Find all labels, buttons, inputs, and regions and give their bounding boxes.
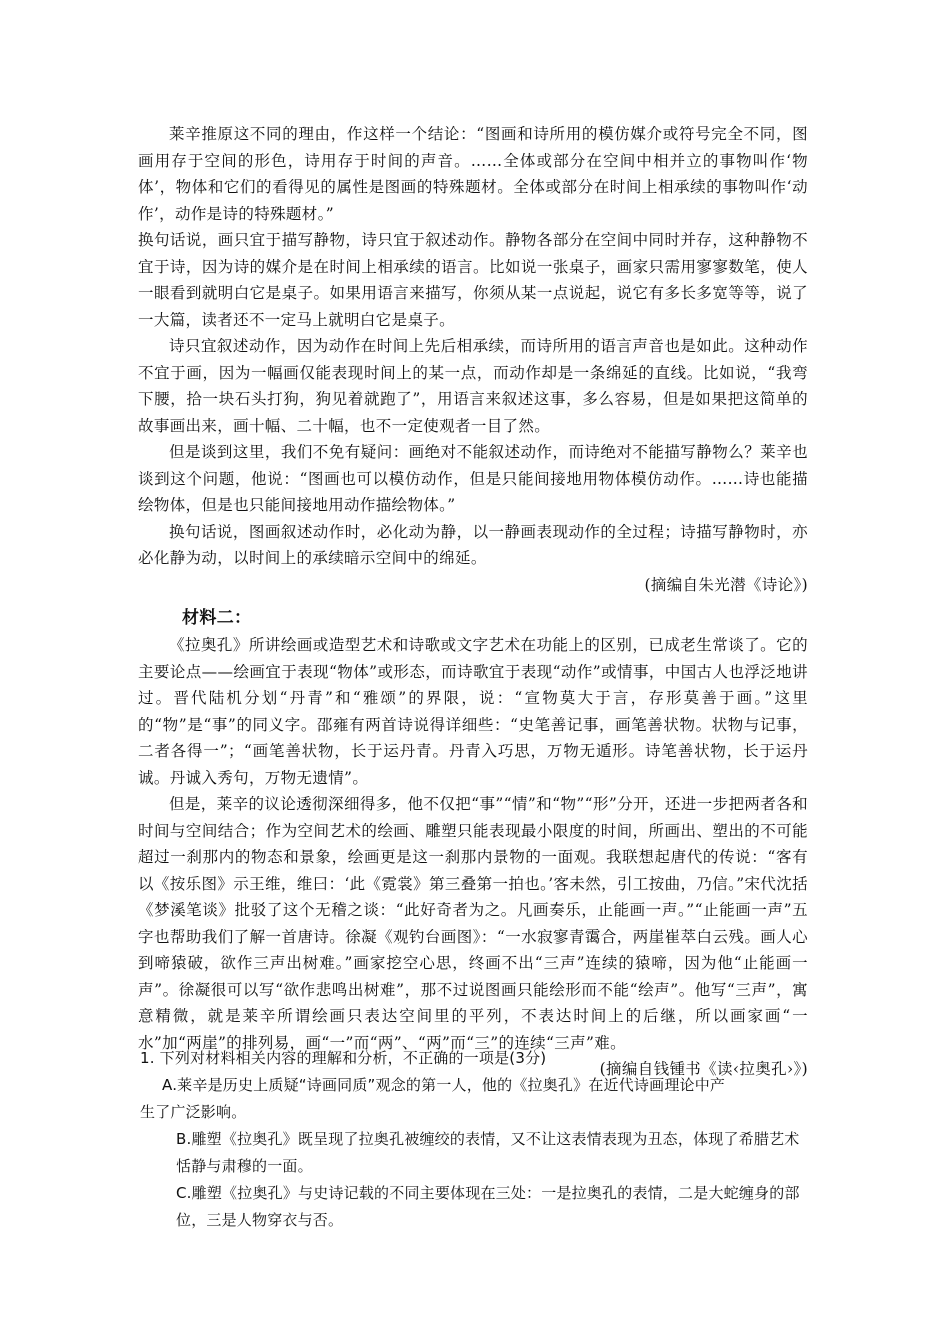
material1-paragraph-1: 莱辛推原这不同的理由，作这样一个结论：“图画和诗所用的模仿媒介或符号完全不同，图画用存于空间的形色，诗用存于时间的声音。……全体或部分在空间中相并立的事物叫作‘物体’，物体和它们的看得见的属性是图画的特殊题材。全体或部分在时间上相承续的事物叫作‘动作’，动作是诗的特殊题材。” <box>138 125 808 223</box>
material2-heading: 材料二： <box>182 608 252 628</box>
option-a-label: A. <box>162 1076 178 1094</box>
question-1-option-b <box>140 1126 808 1180</box>
question-1 <box>140 1045 808 1234</box>
material2-paragraph-2: 但是，莱辛的议论透彻深细得多，他不仅把“事”“情”和“物”“形”分开，还进一步把两者各和时间与空间结合；作为空间艺术的绘画、雕塑只能表现最小限度的时间，所画出、塑出的不可能超过一刹那内的物态和景象，绘画更是这一刹那内景物的一面观。我联想起唐代的传说：“客有以《按乐图》示王维，维曰：‘此《霓裳》第三叠第一拍也。’客未然，引工按曲，乃信。”宋代沈括《梦溪笔谈》批驳了这个无稽之谈：“此好奇者为之。凡画奏乐，止能画一声。”“止能画一声”五字也帮助我们了解一首唐诗。徐凝《观钓台画图》：“一水寂寥青霭合，两崖崔萃白云残。画人心到啼猿破，欲作三声出树难。”画家挖空心思，终画不出“三声”连续的猿啼，因为他“止能画一声”。徐凝很可以写“欲作悲鸣出树难”，那不过说图画只能绘形而不能“绘声”。他写“三声”，寓意精微，就是莱辛所谓绘画只表达空间里的平列，不表达时间上的后继，所以画家画“一水”加“两崖”的排列易，画“一”而“两”、“两”而“三”的连续“三声”难。 <box>138 795 808 1052</box>
option-c-label: C. <box>176 1184 192 1202</box>
question-1-option-c <box>140 1180 808 1234</box>
option-a-text-line1: 莱辛是历史上质疑“诗画同质”观念的第一人，他的《拉奥孔》在近代诗画理论中产 <box>177 1076 726 1094</box>
material1-paragraph-4: 但是谈到这里，我们不免有疑问：画绝对不能叙述动作，而诗绝对不能描写静物么？莱辛也谈到这个问题，他说：“图画也可以模仿动作，但是只能间接地用物体模仿动作。……诗也能描绘物体，但是也只能间接地用动作描绘物体。” <box>138 443 808 514</box>
option-b-text: 雕塑《拉奥孔》既呈现了拉奥孔被缠绞的表情，又不让这表情表现为丑态，体现了希腊艺术恬静与肃穆的一面。 <box>176 1130 800 1175</box>
question-1-option-a <box>140 1072 808 1126</box>
option-a-text-line2: 生了广泛影响。 <box>140 1103 247 1121</box>
material1-paragraph-2: 换句话说，画只宜于描写静物，诗只宜于叙述动作。静物各部分在空间中同时并存，这种静物不宜于诗，因为诗的媒介是在时间上相承续的语言。比如说一张桌子，画家只需用寥寥数笔，使人一眼看到就明白它是桌子。如果用语言来描写，你须从某一点说起，说它有多长多宽等等，说了一大篇，读者还不一定马上就明白它是桌子。 <box>138 231 808 329</box>
material2-paragraph-1: 《拉奥孔》所讲绘画或造型艺术和诗歌或文字艺术在功能上的区别，已成老生常谈了。它的主要论点——绘画宜于表现“物体”或形态，而诗歌宜于表现“动作”或情事，中国古人也浮泛地讲过。晋代陆机分划“丹青”和“雅颂”的界限，说：“宣物莫大于言，存形莫善于画。”这里的“物”是“事”的同义字。邵雍有两首诗说得详细些：“史笔善记事，画笔善状物。状物与记事，二者各得一”；“画笔善状物，长于运丹青。丹青入巧思，万物无遁形。诗笔善状物，长于运丹诚。丹诚入秀句，万物无遗情”。 <box>138 636 808 787</box>
option-c-text: 雕塑《拉奥孔》与史诗记载的不同主要体现在三处：一是拉奥孔的表情，二是大蛇缠身的部位，三是人物穿衣与否。 <box>176 1184 800 1229</box>
option-b-label: B. <box>176 1130 192 1148</box>
material2-source: (摘编自钱锺书《读‹拉奥孔›》) <box>599 1060 808 1078</box>
material1-paragraph-3: 诗只宜叙述动作，因为动作在时间上先后相承续，而诗所用的语言声音也是如此。这种动作不宜于画，因为一幅画仅能表现时间上的某一点，而动作却是一条绵延的直线。比如说，“我弯下腰，拾一块石头打狗，狗见着就跑了”，用语言来叙述这事，多么容易，但是如果把这简单的故事画出来，画十幅、二十幅，也不一定使观者一目了然。 <box>138 337 808 435</box>
material1-source: (摘编自朱光潜《诗论》) <box>644 575 808 594</box>
material1-paragraph-5: 换句话说，图画叙述动作时，必化动为静，以一静画表现动作的全过程；诗描写静物时，亦必化静为动，以时间上的承续暗示空间中的绵延。 <box>138 522 808 567</box>
reading-passage <box>138 121 808 1083</box>
question-1-stem: 1. 下列对材料相关内容的理解和分析，不正确的一项是(3分) <box>140 1049 547 1067</box>
